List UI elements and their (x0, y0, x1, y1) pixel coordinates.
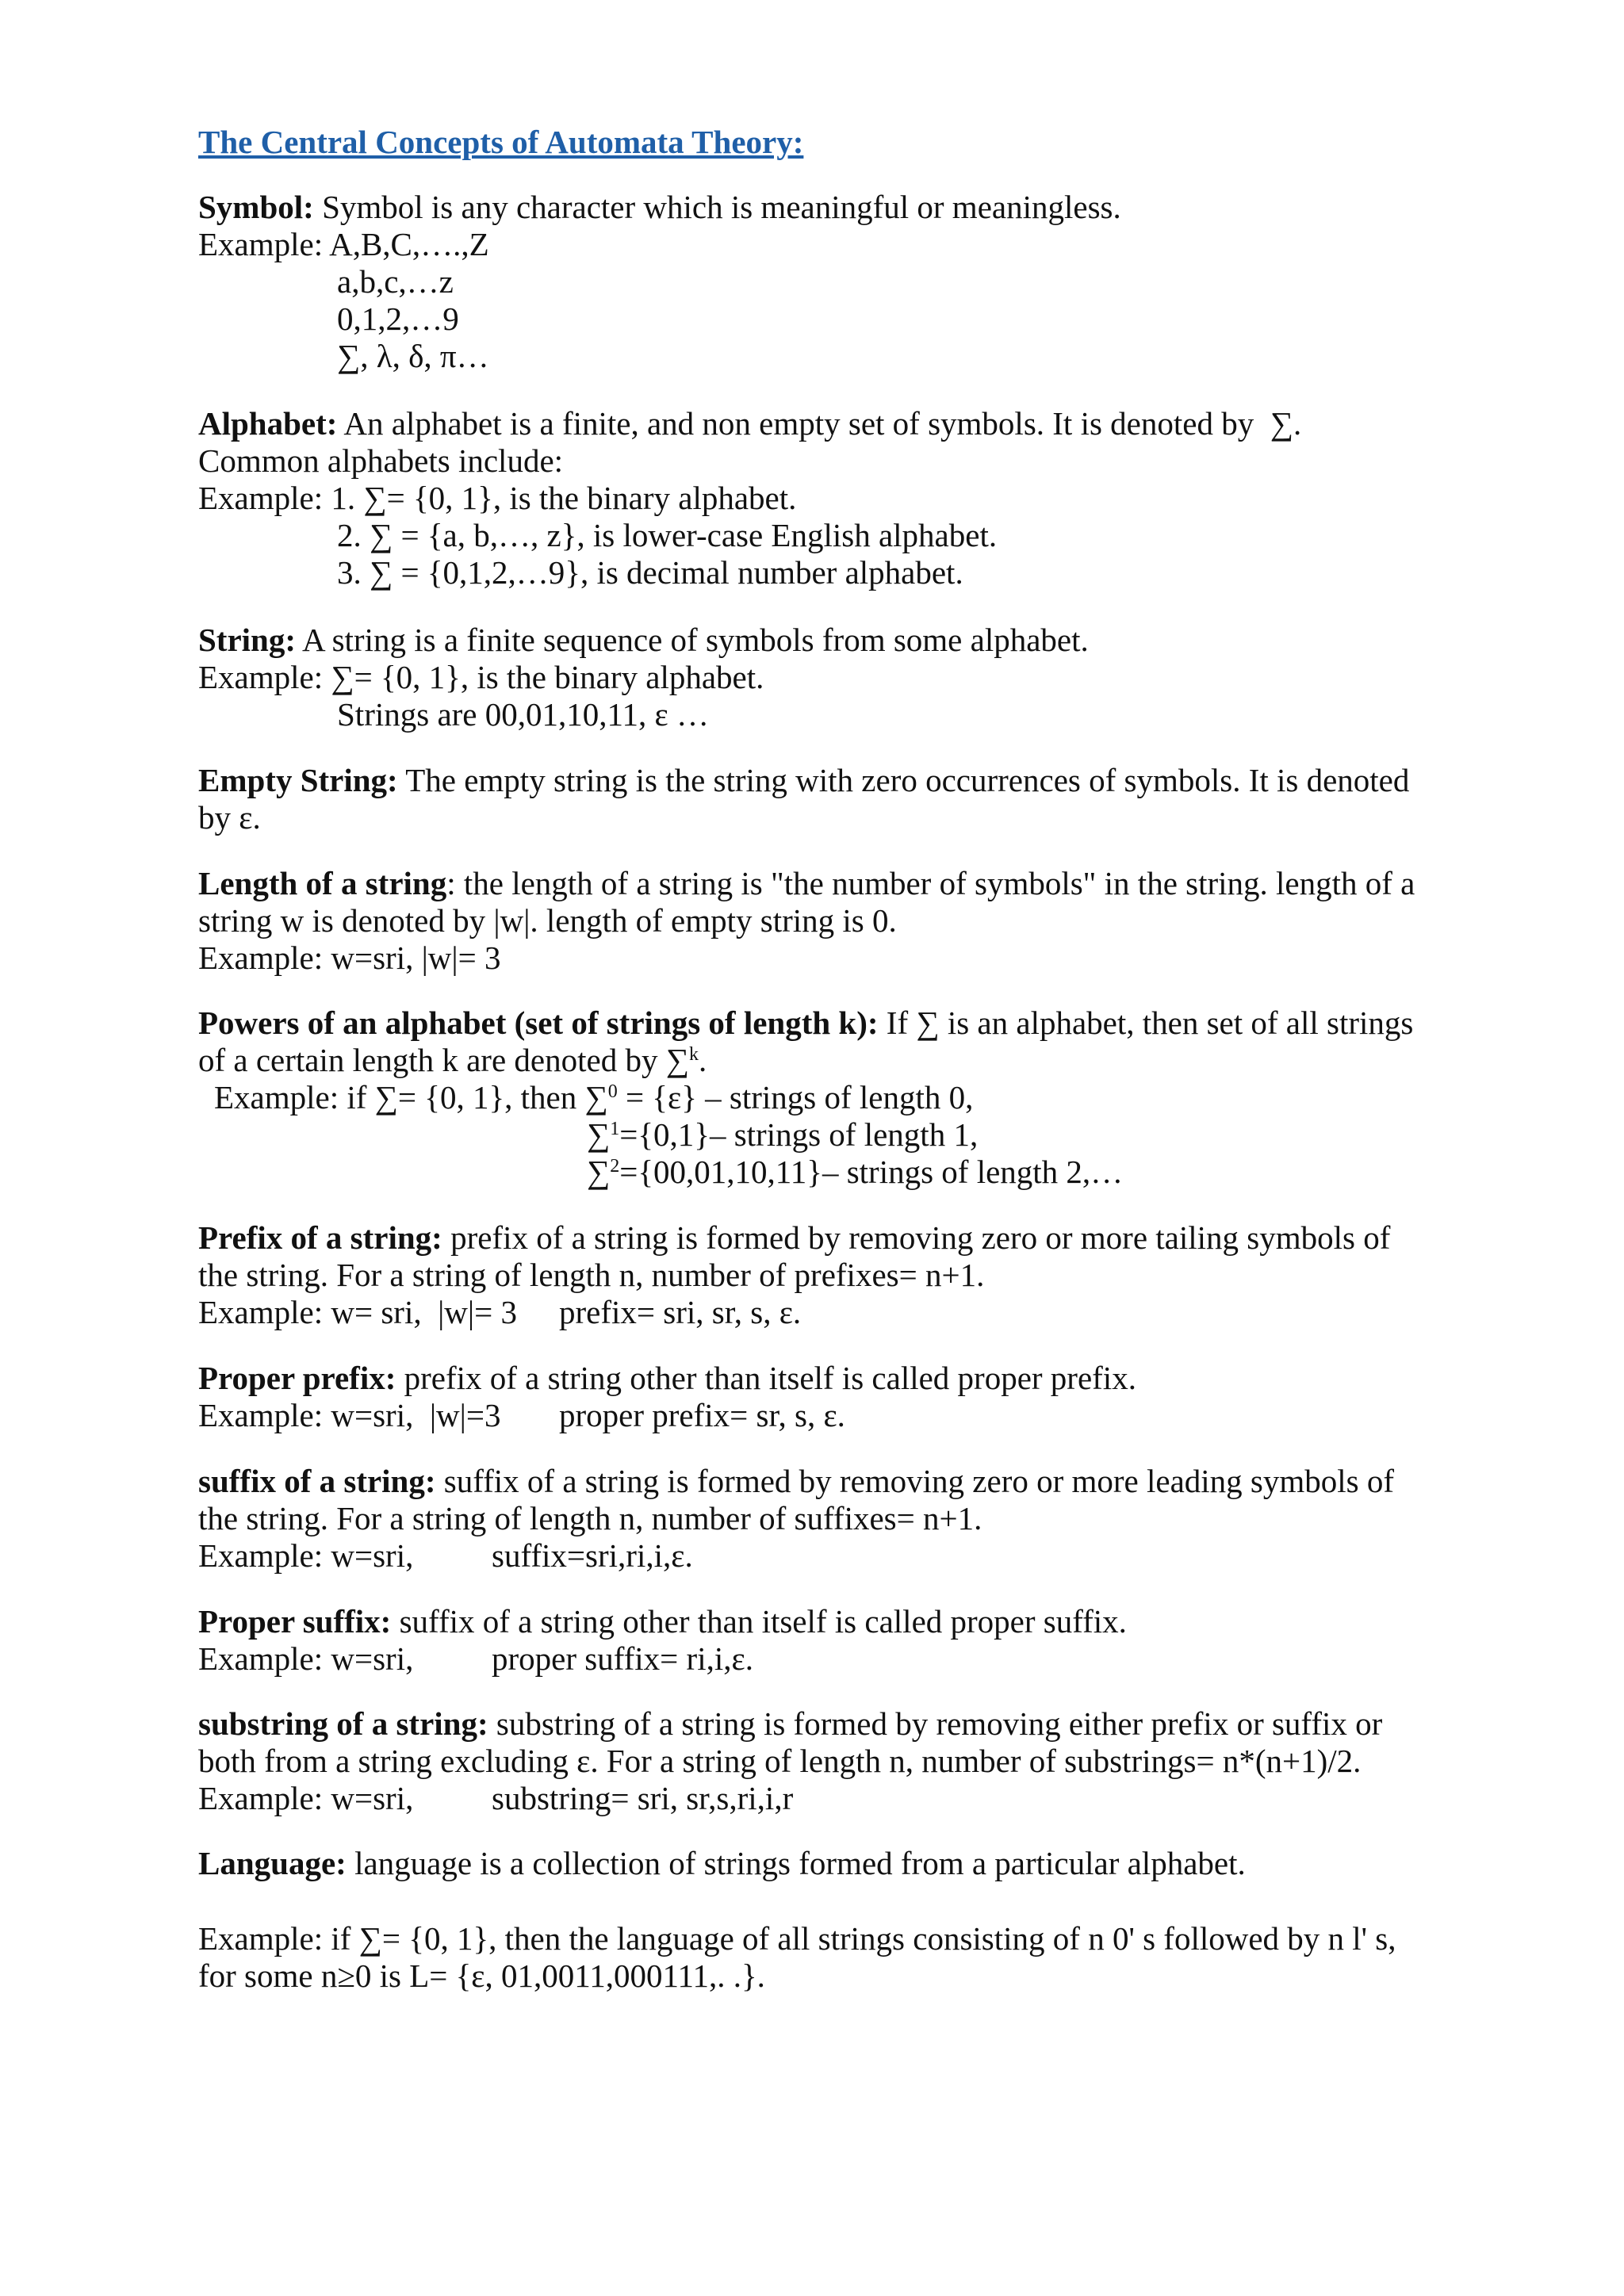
example-line: Example: w=sri, (198, 1640, 414, 1677)
empty-string-definition (198, 761, 1409, 799)
text-part: ={0,1}– strings of length 1, (619, 1116, 979, 1153)
text-part: Example: if ∑= {0, 1}, then ∑ (214, 1079, 608, 1115)
symbol-definition (198, 188, 1121, 226)
text-part: of a certain length k are denoted by ∑ (198, 1042, 689, 1078)
example-line (587, 1153, 1123, 1196)
definition-text: suffix of a string is formed by removing zero or more leading symbols of (435, 1463, 1395, 1499)
text-line: the string. For a string of length n, number of prefixes= n+1. (198, 1257, 985, 1293)
example-line: 2. ∑ = {a, b,…, z}, is lower-case English alphabet. (337, 517, 998, 553)
definition-text: prefix of a string other than itself is called proper prefix. (396, 1360, 1136, 1396)
example-line: Example: w=sri, (198, 1780, 414, 1816)
example-line: a,b,c,…z (337, 263, 454, 300)
example-line: Strings are 00,01,10,11, ε … (337, 696, 709, 733)
superscript: 1 (610, 1119, 620, 1139)
definition-text: A string is a finite sequence of symbols from some alphabet. (296, 622, 1089, 658)
example-value: prefix= sri, sr, s, ε. (559, 1294, 802, 1330)
term-label: Symbol: (198, 189, 314, 225)
example-value: suffix=sri,ri,i,ε. (492, 1537, 693, 1574)
example-line: Example: w=sri, |w|= 3 (198, 939, 501, 976)
example-value: proper suffix= ri,i,ε. (492, 1640, 753, 1677)
definition-text: : the length of a string is "the number of symbols" in the string. length of a (446, 865, 1415, 901)
text-part: . (698, 1042, 707, 1078)
definition-text: Symbol is any character which is meaningful or meaningless. (313, 189, 1121, 225)
text-line: Common alphabets include: (198, 442, 564, 479)
example-line: Example: w=sri, |w|=3 (198, 1397, 501, 1433)
text-part: ∑ (587, 1154, 611, 1190)
text-line: the string. For a string of length n, number of suffixes= n+1. (198, 1500, 982, 1536)
alphabet-definition (198, 404, 1301, 442)
example-line: ∑, λ, δ, π… (337, 338, 489, 374)
superscript: 0 (607, 1081, 618, 1102)
language-definition (198, 1844, 1246, 1882)
term-label: Language: (198, 1845, 347, 1881)
term-label: Prefix of a string: (198, 1219, 442, 1256)
text-part: = {ε} – strings of length 0, (617, 1079, 974, 1115)
definition-text: The empty string is the string with zero occurrences of symbols. It is denoted (397, 762, 1410, 798)
term-label: suffix of a string: (198, 1463, 436, 1499)
superscript: 2 (610, 1156, 620, 1177)
prefix-definition (198, 1219, 1390, 1257)
definition-text: prefix of a string is formed by removing zero or more tailing symbols of (442, 1219, 1391, 1256)
example-line: Example: if ∑= {0, 1}, then the language of all strings consisting of n 0' s followed by n l' s, (198, 1920, 1396, 1957)
powers-definition (198, 1004, 1413, 1042)
definition-text: language is a collection of strings formed from a particular alphabet. (346, 1845, 1246, 1881)
length-definition (198, 864, 1415, 902)
page-title: The Central Concepts of Automata Theory: (198, 124, 804, 160)
example-line: 0,1,2,…9 (337, 300, 459, 337)
term-label: Alphabet: (198, 405, 338, 442)
term-label: Empty String: (198, 762, 398, 798)
example-line: 3. ∑ = {0,1,2,…9}, is decimal number alphabet. (337, 554, 963, 591)
definition-text: substring of a string is formed by removing either prefix or suffix or (488, 1705, 1383, 1742)
term-label: Powers of an alphabet (set of strings of length k): (198, 1004, 879, 1041)
example-value: proper prefix= sr, s, ε. (559, 1397, 845, 1433)
text-part: ∑ (587, 1116, 611, 1153)
term-label: Length of a string (198, 865, 447, 901)
text-line: string w is denoted by |w|. length of empty string is 0. (198, 902, 897, 939)
suffix-definition (198, 1462, 1394, 1500)
substring-definition (198, 1705, 1382, 1743)
term-label: Proper prefix: (198, 1360, 396, 1396)
example-line: for some n≥0 is L= {ε, 01,0011,000111,. .}. (198, 1957, 765, 1994)
definition-text: If ∑ is an alphabet, then set of all strings (878, 1004, 1414, 1041)
text-part: ={00,01,10,11}– strings of length 2,… (619, 1154, 1124, 1190)
string-definition (198, 621, 1089, 659)
term-label: Proper suffix: (198, 1603, 392, 1640)
example-line: Example: w= sri, |w|= 3 (198, 1294, 517, 1330)
definition-text: An alphabet is a finite, and non empty set of symbols. It is denoted by ∑. (337, 405, 1302, 442)
example-line: Example: ∑= {0, 1}, is the binary alphabet. (198, 659, 764, 695)
superscript: k (688, 1044, 699, 1065)
example-line: Example: 1. ∑= {0, 1}, is the binary alphabet. (198, 480, 797, 516)
term-label: String: (198, 622, 296, 658)
example-line: Example: w=sri, (198, 1537, 414, 1574)
proper-suffix-definition (198, 1602, 1127, 1640)
text-line: by ε. (198, 799, 261, 836)
example-value: substring= sri, sr,s,ri,i,r (492, 1780, 794, 1816)
term-label: substring of a string: (198, 1705, 488, 1742)
example-line: Example: A,B,C,….,Z (198, 226, 489, 262)
definition-text: suffix of a string other than itself is called proper suffix. (391, 1603, 1127, 1640)
proper-prefix-definition (198, 1359, 1136, 1397)
text-line: both from a string excluding ε. For a string of length n, number of substrings= n*(n+1)/2. (198, 1743, 1362, 1779)
